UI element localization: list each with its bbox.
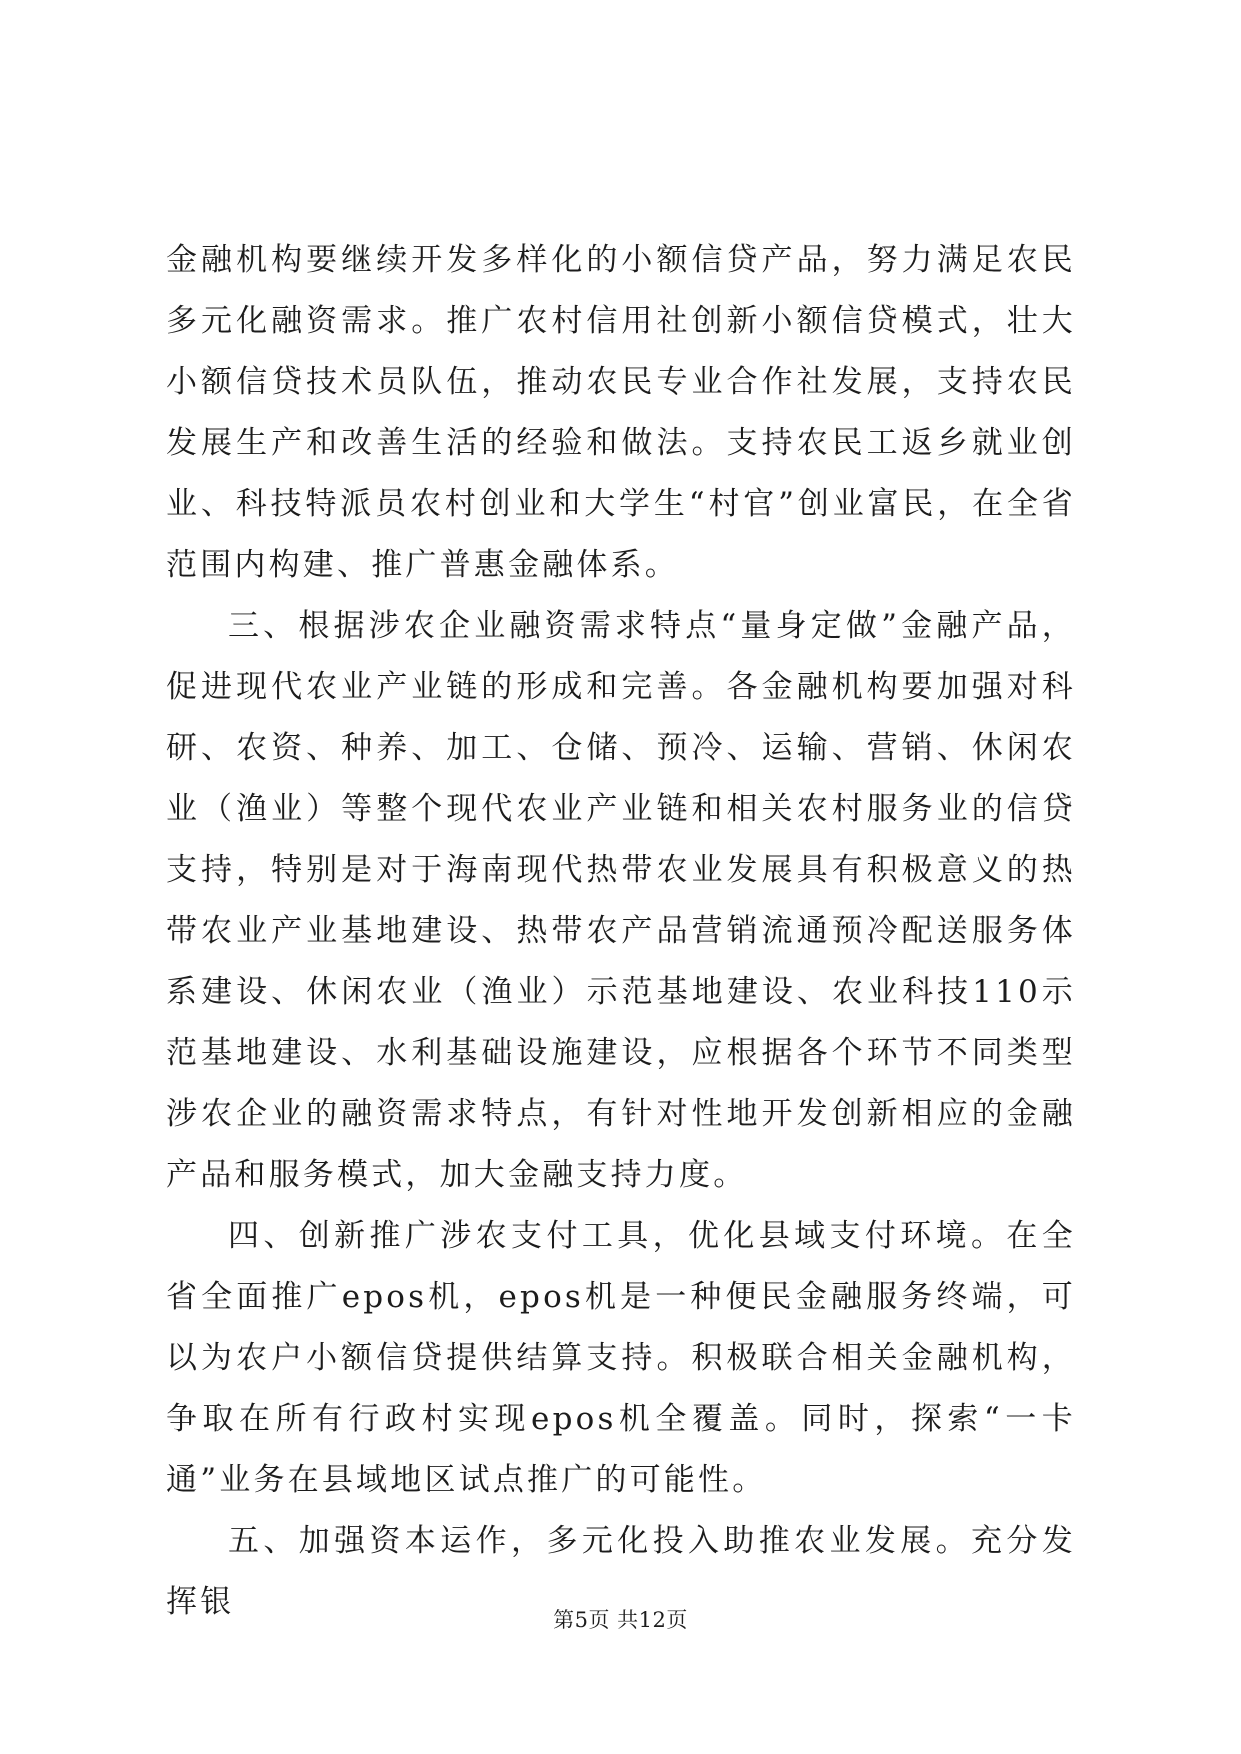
paragraph-1: 金融机构要继续开发多样化的小额信贷产品，努力满足农民多元化融资需求。推广农村信用社创新小额信贷模式，壮大小额信贷技术员队伍，推动农民专业合作社发展，支持农民发展生产和改善生活的经验和做法。支持农民工返乡就业创业、科技特派员农村创业和大学生“村官”创业富民，在全省范围内构建、推广普惠金融体系。 [166,242,1076,583]
paragraph-2: 三、根据涉农企业融资需求特点“量身定做”金融产品，促进现代农业产业链的形成和完善。各金融机构要加强对科研、农资、种养、加工、仓储、预冷、运输、营销、休闲农业（渔业）等整个现代农业产业链和相关农村服务业的信贷支持，特别是对于海南现代热带农业发展具有积极意义的热带农业产业基地建设、热带农产品营销流通预冷配送服务体系建设、休闲农业（渔业）示范基地建设、农业科技110示范基地建设、水利基础设施建设，应根据各个环节不同类型涉农企业的融资需求特点，有针对性地开发创新相应的金融产品和服务模式，加大金融支持力度。 [166,608,1076,1193]
page-footer: 第5页 共12页 [553,1608,688,1632]
paragraph-3: 四、创新推广涉农支付工具，优化县域支付环境。在全省全面推广epos机，epos机是一种便民金融服务终端，可以为农户小额信贷提供结算支持。积极联合相关金融机构，争取在所有行政村实现epos机全覆盖。同时，探索“一卡通”业务在县域地区试点推广的可能性。 [166,1218,1076,1498]
body-text [166,230,1076,1633]
paragraph-4: 五、加强资本运作，多元化投入助推农业发展。充分发挥银 [166,1523,1076,1620]
